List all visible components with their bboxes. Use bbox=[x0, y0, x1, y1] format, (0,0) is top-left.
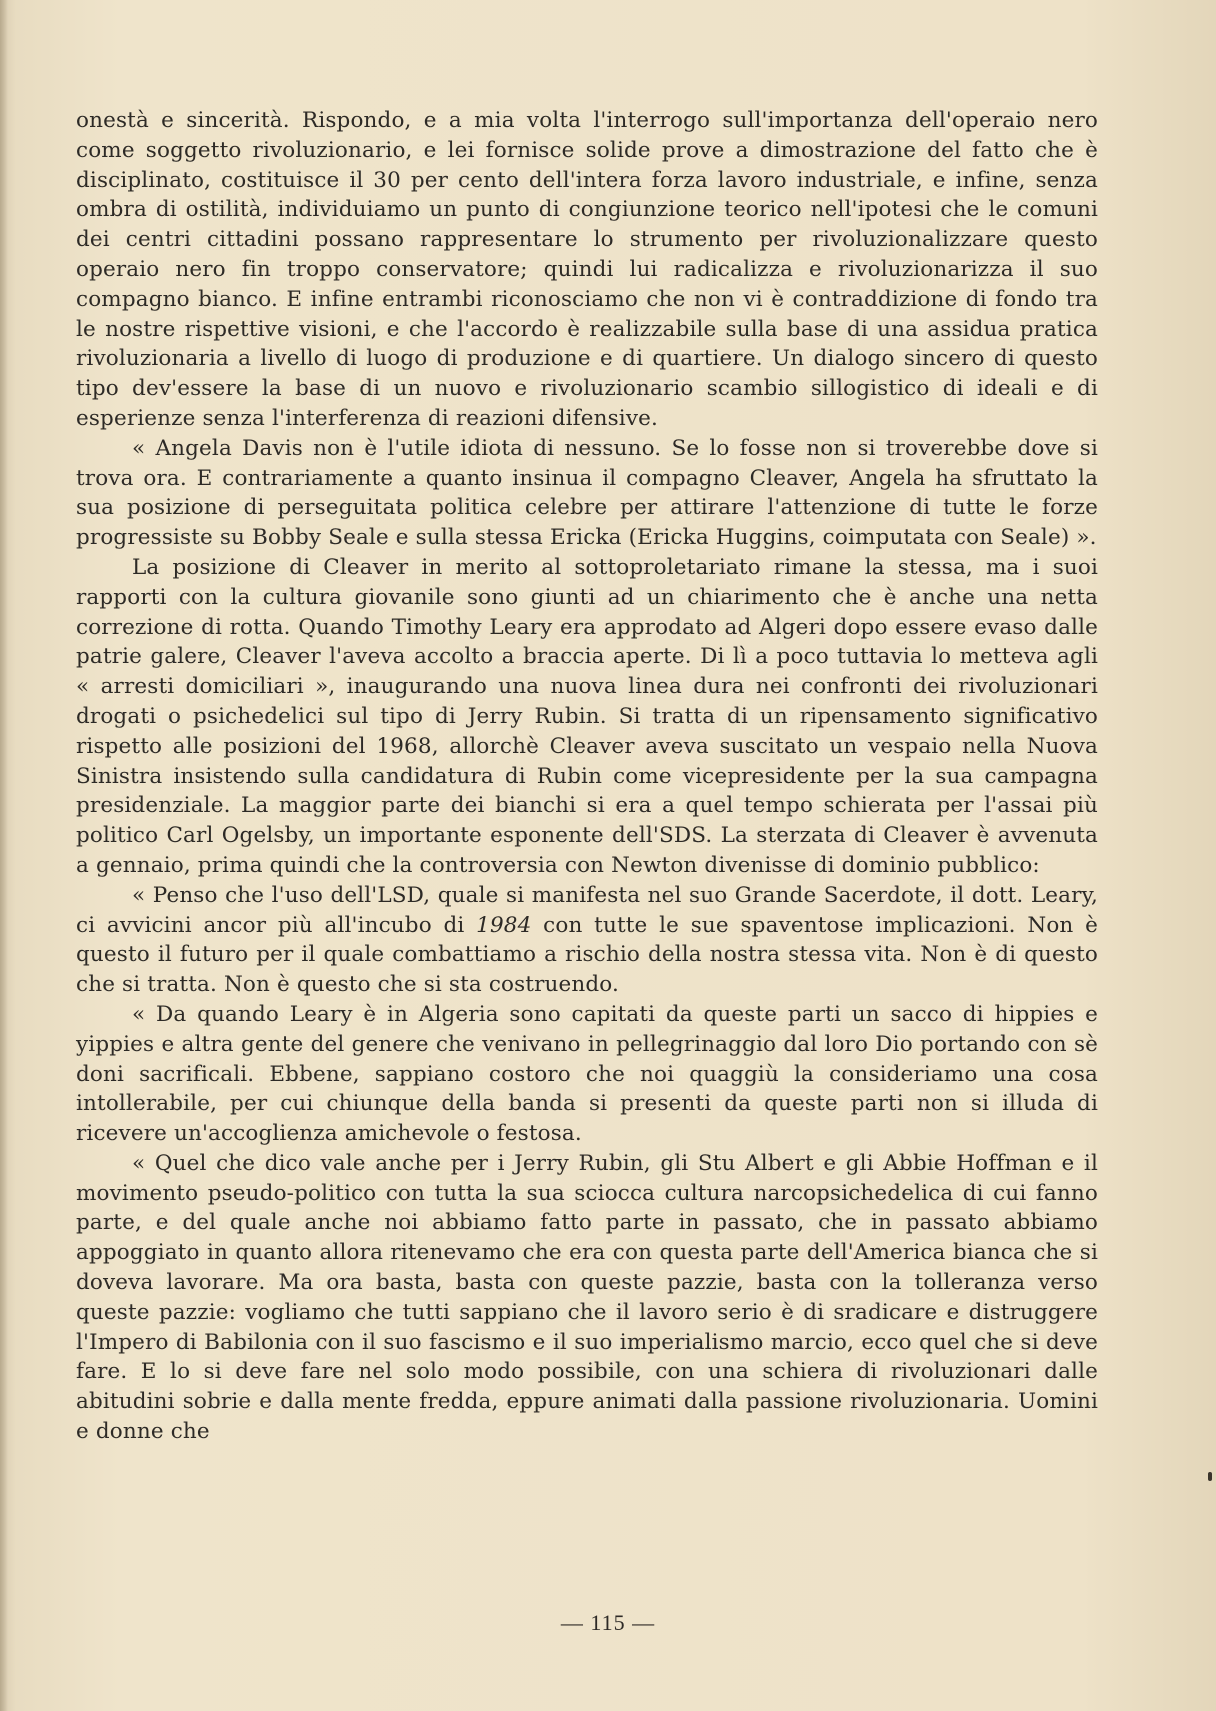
paragraph: La posizione di Cleaver in merito al sottoproletariato rimane la stessa, ma i suoi rapporti con la cultura giovanile sono giunti ad un chiarimento che è anche una netta correzione di rotta. Quando Timothy Leary era approdato ad Algeri dopo essere evaso dalle patrie galere, Cleaver l'aveva accolto a braccia aperte. Di lì a poco tuttavia lo metteva agli « arresti domiciliari », inaugurando una nuova linea dura nei confronti dei rivoluzionari drogati o psichedelici sul tipo di Jerry Rubin. Si tratta di un ripensamento significativo rispetto alle posizioni del 1968, allorchè Cleaver aveva suscitato un vespaio nella Nuova Sinistra insistendo sulla candidatura di Rubin come vicepresidente per la sua campagna presidenziale. La maggior parte dei bianchi si era a quel tempo schierata per l'assai più politico Carl Ogelsby, un importante esponente dell'SDS. La sterzata di Cleaver è avvenuta a gennaio, prima quindi che la controversia con Newton divenisse di dominio pubblico: bbox=[76, 554, 1098, 878]
paragraph: onestà e sincerità. Rispondo, e a mia volta l'interrogo sull'importanza dell'operaio nero come soggetto rivoluzionario, e lei fornisce solide prove a dimostrazione del fatto che è disciplinato, costituisce il 30 per cento dell'intera forza lavoro industriale, e infine, senza ombra di ostilità, individuiamo un punto di congiunzione teorico nell'ipotesi che le comuni dei centri cittadini possano rappresentare lo strumento per rivoluzionalizzare questo operaio nero fin troppo conservatore; quindi lui radicalizza e rivoluzionarizza il suo compagno bianco. E infine entrambi riconosciamo che non vi è contraddizione di fondo tra le nostre rispettive visioni, e che l'accordo è realizzabile sulla base di una assidua pratica rivoluzionaria a livello di luogo di produzione e di quartiere. Un dialogo sincero di questo tipo dev'essere la base di un nuovo e rivoluzionario scambio sillogistico di ideali e di esperienze senza l'interferenza di reazioni difensive. bbox=[76, 108, 1098, 431]
paragraph-quote: « Da quando Leary è in Algeria sono capitati da queste parti un sacco di hippies e yippies e altra gente del genere che venivano in pellegrinaggio dal loro Dio portando con sè doni sacrificali. Ebbene, sappiano costoro che noi quaggiù la consideriamo una cosa intollerabile, per cui chiunque della banda si presenti da queste parti non si illuda di ricevere un'accoglienza amichevole o festosa. bbox=[76, 1001, 1098, 1147]
page-number: — 115 — bbox=[560, 1610, 656, 1635]
book-title-italic: 1984 bbox=[476, 912, 532, 938]
paragraph-quote: « Angela Davis non è l'utile idiota di nessuno. Se lo fosse non si troverebbe dove si trova ora. E contrariamente a quanto insinua il compagno Cleaver, Angela ha sfruttato la sua posizione di perseguitata politica celebre per attirare l'attenzione di tutte le forze progressiste su Bobby Seale e sulla stessa Ericka (Ericka Huggins, coimputata con Seale) ». bbox=[76, 435, 1098, 551]
page-edge-shadow bbox=[0, 0, 8, 1711]
body-text bbox=[76, 106, 1098, 1447]
paragraph-quote bbox=[76, 881, 1098, 1000]
quote-text: « Penso che l'uso dell'LSD, quale si manifesta nel suo Grande Sacerdote, il dott. Leary, ci avvicini ancor più all'incubo di bbox=[76, 882, 1098, 938]
paragraph-quote: « Quel che dico vale anche per i Jerry Rubin, gli Stu Albert e gli Abbie Hoffman e il movimento pseudo-politico con tutta la sua sciocca cultura narcopsichedelica di cui fanno parte, e del quale anche noi abbiamo fatto parte in passato, che in passato abbiamo appoggiato in quanto allora ritenevamo che era con questa parte dell'America bianca che si doveva lavorare. Ma ora basta, basta con queste pazzie, basta con la tolleranza verso queste pazzie: vogliamo che tutti sappiano che il lavoro serio è di sradicare e distruggere l'Impero di Babilonia con il suo fascismo e il suo imperialismo marcio, ecco quel che si deve fare. E lo si deve fare nel solo modo possibile, con una schiera di rivoluzionari dalle abitudini sobrie e dalla mente fredda, eppure animati dalla passione rivoluzionaria. Uomini e donne che bbox=[76, 1150, 1098, 1445]
quote-text: con tutte le sue spaventose implicazioni. Non è questo il futuro per il quale combattiamo a rischio della nostra stessa vita. Non è di questo che si tratta. Non è questo che si sta costruendo. bbox=[76, 912, 1098, 998]
margin-mark bbox=[1208, 1472, 1212, 1481]
